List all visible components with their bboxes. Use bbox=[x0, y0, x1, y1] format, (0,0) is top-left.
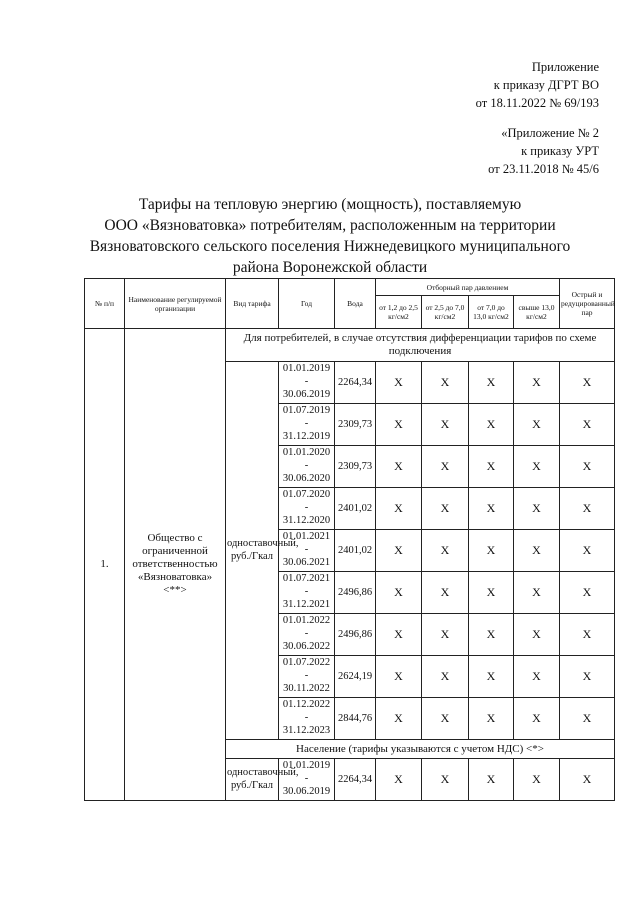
water-tariff-value: 2624,19 bbox=[335, 656, 376, 698]
not-applicable-mark: X bbox=[376, 404, 422, 446]
period-to: 31.12.2019 bbox=[282, 430, 331, 442]
period-cell bbox=[279, 530, 335, 572]
not-applicable-mark: X bbox=[560, 362, 615, 404]
water-tariff-value: 2264,34 bbox=[335, 362, 376, 404]
not-applicable-mark: X bbox=[422, 446, 469, 488]
not-applicable-mark: X bbox=[560, 614, 615, 656]
period-from: 01.07.2020 bbox=[282, 489, 331, 501]
not-applicable-mark: X bbox=[376, 362, 422, 404]
not-applicable-mark: X bbox=[422, 362, 469, 404]
appendix-line: от 18.11.2022 № 69/193 bbox=[475, 96, 599, 110]
document-title bbox=[80, 194, 580, 278]
not-applicable-mark: X bbox=[376, 698, 422, 740]
period-cell bbox=[279, 698, 335, 740]
header-tariff-type: Вид тарифа bbox=[226, 279, 279, 329]
not-applicable-mark: X bbox=[514, 404, 560, 446]
period-cell bbox=[279, 759, 335, 801]
not-applicable-mark: X bbox=[560, 404, 615, 446]
not-applicable-mark: X bbox=[422, 572, 469, 614]
not-applicable-mark: X bbox=[560, 698, 615, 740]
header-steam-2: от 2,5 до 7,0 кг/см2 bbox=[422, 296, 469, 329]
header-steam-4: свыше 13,0 кг/см2 bbox=[514, 296, 560, 329]
not-applicable-mark: X bbox=[422, 698, 469, 740]
not-applicable-mark: X bbox=[469, 530, 514, 572]
section-title: Население (тарифы указываются с учетом НДС) <*> bbox=[226, 740, 615, 759]
period-dash: - bbox=[304, 418, 309, 430]
header-year: Год bbox=[279, 279, 335, 329]
title-line: района Воронежской области bbox=[232, 259, 428, 276]
not-applicable-mark: X bbox=[560, 572, 615, 614]
period-dash: - bbox=[304, 628, 309, 640]
not-applicable-mark: X bbox=[376, 759, 422, 801]
header-steam-3: от 7,0 до 13,0 кг/см2 bbox=[469, 296, 514, 329]
appendix-block bbox=[476, 58, 599, 112]
appendix-line: к приказу ДГРТ ВО bbox=[493, 78, 599, 92]
title-line: Вязноватовского сельского поселения Нижнедевицкого муниципального bbox=[89, 238, 571, 255]
period-to: 30.06.2021 bbox=[282, 556, 331, 568]
period-to: 31.12.2021 bbox=[282, 598, 331, 610]
period-dash: - bbox=[304, 376, 309, 388]
appendix-line: к приказу УРТ bbox=[521, 144, 599, 158]
not-applicable-mark: X bbox=[514, 614, 560, 656]
header-org: Наименование регулируемой организации bbox=[125, 279, 226, 329]
water-tariff-value: 2844,76 bbox=[335, 698, 376, 740]
period-dash: - bbox=[304, 773, 309, 785]
period-from: 01.07.2022 bbox=[282, 657, 331, 669]
period-cell bbox=[279, 614, 335, 656]
not-applicable-mark: X bbox=[514, 759, 560, 801]
period-to: 31.12.2023 bbox=[282, 724, 331, 736]
not-applicable-mark: X bbox=[422, 759, 469, 801]
appendix-line: от 23.11.2018 № 45/6 bbox=[488, 162, 599, 176]
period-from: 01.07.2019 bbox=[282, 405, 331, 417]
period-from: 01.07.2021 bbox=[282, 573, 331, 585]
water-tariff-value: 2401,02 bbox=[335, 488, 376, 530]
not-applicable-mark: X bbox=[422, 614, 469, 656]
period-from: 01.01.2022 bbox=[282, 615, 331, 627]
header-sharp-steam: Острый и редуцированный пар bbox=[560, 279, 615, 329]
not-applicable-mark: X bbox=[469, 614, 514, 656]
section-title: Для потребителей, в случае отсутствия дифференциации тарифов по схеме подключения bbox=[226, 329, 615, 362]
appendix-line: Приложение bbox=[531, 60, 599, 74]
not-applicable-mark: X bbox=[469, 759, 514, 801]
header-num: № п/п bbox=[85, 279, 125, 329]
period-cell bbox=[279, 404, 335, 446]
water-tariff-value: 2496,86 bbox=[335, 572, 376, 614]
period-cell bbox=[279, 446, 335, 488]
not-applicable-mark: X bbox=[514, 698, 560, 740]
not-applicable-mark: X bbox=[376, 656, 422, 698]
not-applicable-mark: X bbox=[376, 488, 422, 530]
row-number: 1. bbox=[85, 329, 125, 801]
not-applicable-mark: X bbox=[514, 446, 560, 488]
section-title-row bbox=[85, 329, 615, 362]
period-cell bbox=[279, 488, 335, 530]
period-from: 01.01.2020 bbox=[282, 447, 331, 459]
water-tariff-value: 2309,73 bbox=[335, 404, 376, 446]
not-applicable-mark: X bbox=[469, 572, 514, 614]
organization-name: Общество с ограниченной ответственностью «Вязноватовка» <**> bbox=[125, 329, 226, 801]
not-applicable-mark: X bbox=[514, 572, 560, 614]
not-applicable-mark: X bbox=[514, 656, 560, 698]
period-cell bbox=[279, 362, 335, 404]
period-cell bbox=[279, 572, 335, 614]
period-from: 01.12.2022 bbox=[282, 699, 331, 711]
not-applicable-mark: X bbox=[469, 404, 514, 446]
not-applicable-mark: X bbox=[376, 572, 422, 614]
period-from: 01.01.2021 bbox=[282, 531, 331, 543]
period-from: 01.01.2019 bbox=[282, 363, 331, 375]
not-applicable-mark: X bbox=[514, 362, 560, 404]
header-water: Вода bbox=[335, 279, 376, 329]
period-dash: - bbox=[304, 460, 309, 472]
not-applicable-mark: X bbox=[376, 614, 422, 656]
appendix-block-original bbox=[488, 124, 599, 178]
header-steam-group: Отборный пар давлением bbox=[376, 279, 560, 296]
not-applicable-mark: X bbox=[469, 698, 514, 740]
period-to: 30.11.2022 bbox=[283, 682, 330, 694]
not-applicable-mark: X bbox=[422, 656, 469, 698]
period-to: 30.06.2022 bbox=[282, 640, 331, 652]
title-line: Тарифы на тепловую энергию (мощность), поставляемую bbox=[138, 196, 522, 213]
appendix-line: «Приложение № 2 bbox=[501, 126, 599, 140]
not-applicable-mark: X bbox=[560, 530, 615, 572]
period-to: 31.12.2020 bbox=[282, 514, 331, 526]
period-to: 30.06.2019 bbox=[282, 388, 331, 400]
not-applicable-mark: X bbox=[560, 656, 615, 698]
period-cell bbox=[279, 656, 335, 698]
not-applicable-mark: X bbox=[514, 530, 560, 572]
period-dash: - bbox=[304, 712, 309, 724]
not-applicable-mark: X bbox=[469, 656, 514, 698]
period-to: 30.06.2020 bbox=[282, 472, 331, 484]
water-tariff-value: 2309,73 bbox=[335, 446, 376, 488]
period-from: 01.01.2019 bbox=[282, 760, 331, 772]
not-applicable-mark: X bbox=[376, 446, 422, 488]
not-applicable-mark: X bbox=[560, 488, 615, 530]
header-steam-1: от 1,2 до 2,5 кг/см2 bbox=[376, 296, 422, 329]
water-tariff-value: 2496,86 bbox=[335, 614, 376, 656]
tariff-type: одноставочный, руб./Гкал bbox=[226, 362, 279, 740]
not-applicable-mark: X bbox=[560, 759, 615, 801]
header-row bbox=[85, 279, 615, 296]
water-tariff-value: 2264,34 bbox=[335, 759, 376, 801]
not-applicable-mark: X bbox=[469, 488, 514, 530]
not-applicable-mark: X bbox=[560, 446, 615, 488]
title-line: ООО «Вязноватовка» потребителям, расположенным на территории bbox=[104, 217, 556, 234]
tariff-table bbox=[84, 278, 615, 801]
not-applicable-mark: X bbox=[469, 362, 514, 404]
not-applicable-mark: X bbox=[514, 488, 560, 530]
tariff-type: одноставочный, руб./Гкал bbox=[226, 759, 279, 801]
period-dash: - bbox=[304, 586, 309, 598]
not-applicable-mark: X bbox=[422, 530, 469, 572]
period-dash: - bbox=[304, 502, 309, 514]
not-applicable-mark: X bbox=[376, 530, 422, 572]
not-applicable-mark: X bbox=[422, 404, 469, 446]
not-applicable-mark: X bbox=[422, 488, 469, 530]
not-applicable-mark: X bbox=[469, 446, 514, 488]
period-dash: - bbox=[304, 670, 309, 682]
period-to: 30.06.2019 bbox=[282, 785, 331, 797]
period-dash: - bbox=[304, 544, 309, 556]
water-tariff-value: 2401,02 bbox=[335, 530, 376, 572]
